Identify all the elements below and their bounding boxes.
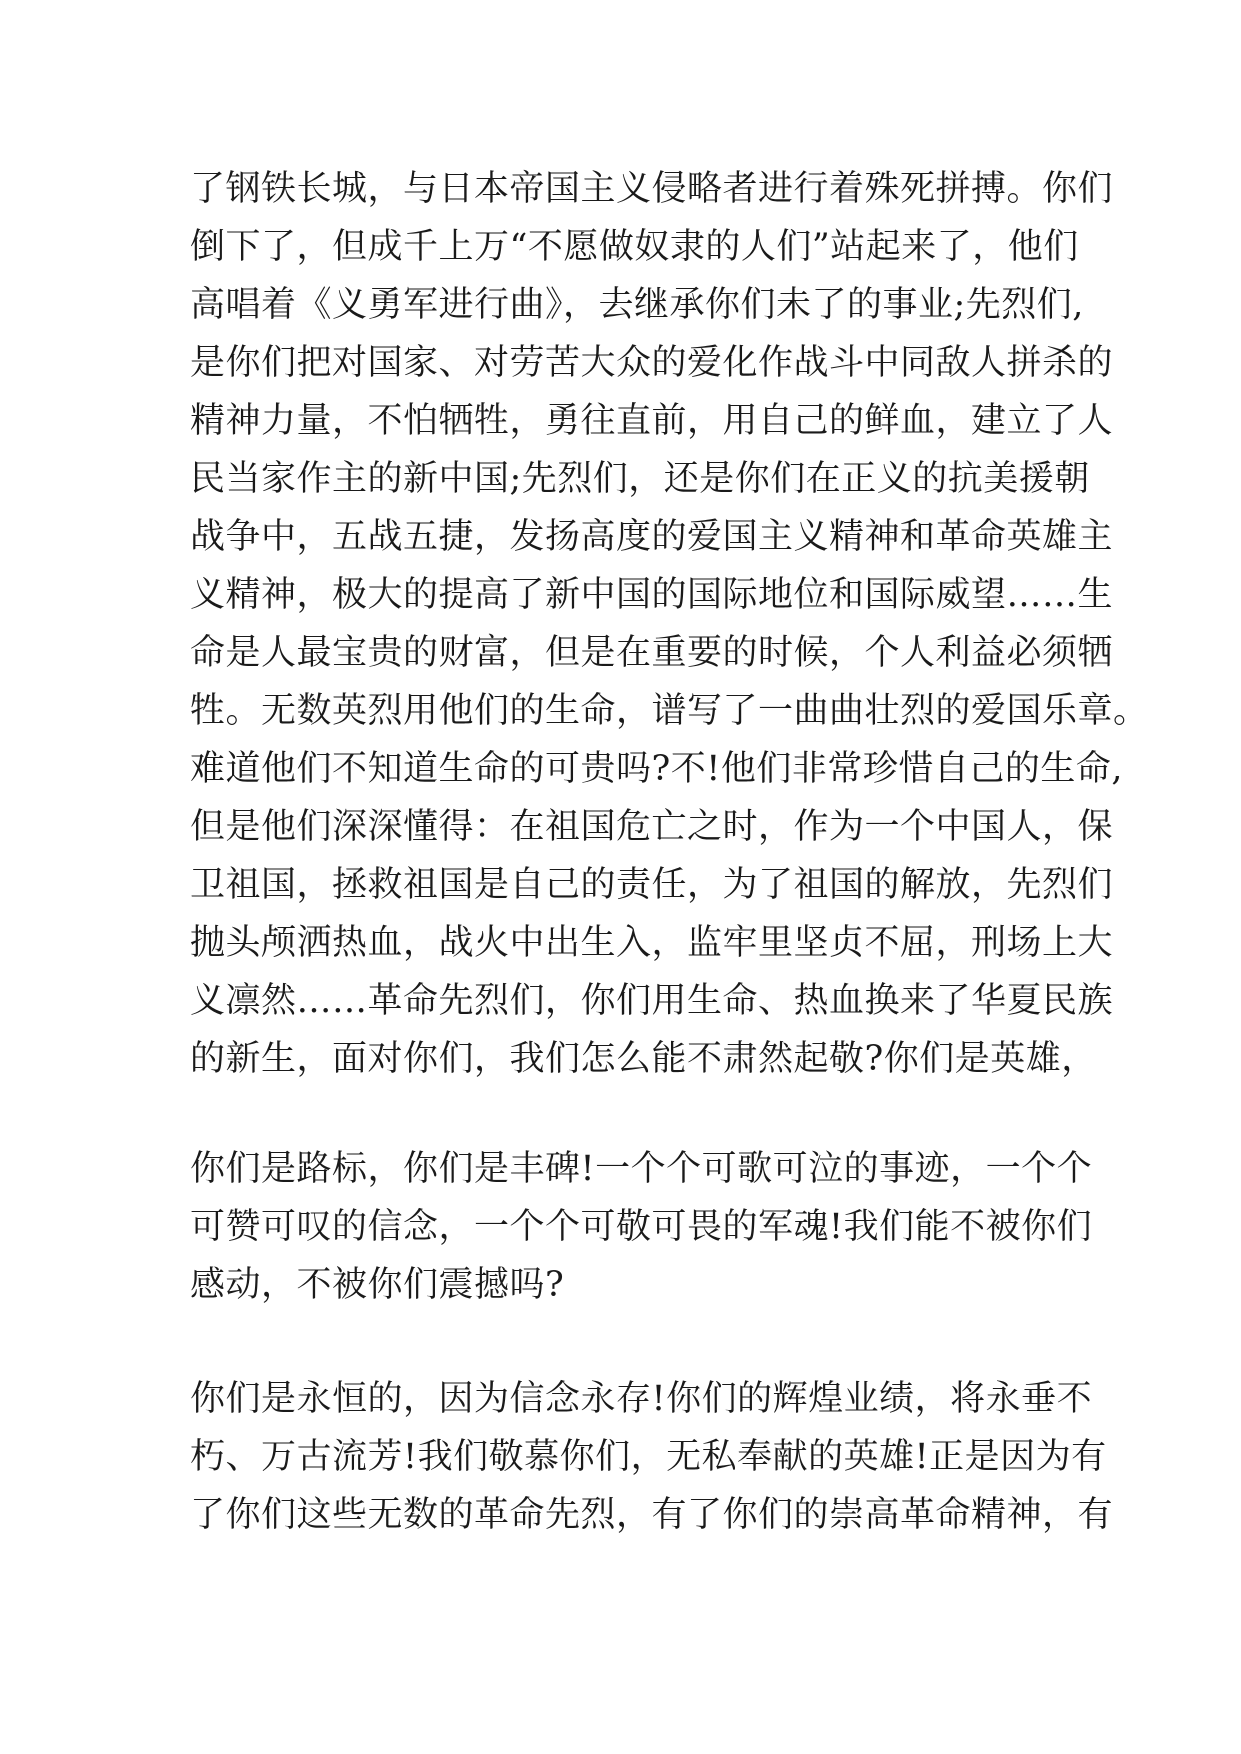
text-line: 民当家作主的新中国;先烈们，还是你们在正义的抗美援朝 xyxy=(190,459,1090,499)
text-line: 感动，不被你们震撼吗? xyxy=(190,1265,565,1305)
text-line: 高唱着《义勇军进行曲》，去继承你们未了的事业;先烈们, xyxy=(190,285,1084,325)
text-line: 命是人最宝贵的财富，但是在重要的时候，个人利益必须牺 xyxy=(190,633,1114,673)
text-line: 但是他们深深懂得：在祖国危亡之时，作为一个中国人，保 xyxy=(190,807,1114,847)
paragraph-1 xyxy=(190,160,1149,1088)
paragraph-3 xyxy=(190,1370,1114,1544)
text-line: 你们是路标，你们是丰碑!一个个可歌可泣的事迹，一个个 xyxy=(190,1149,1093,1189)
text-line: 难道他们不知道生命的可贵吗?不!他们非常珍惜自己的生命, xyxy=(190,749,1123,789)
text-line: 抛头颅洒热血，战火中出生入，监牢里坚贞不屈，刑场上大 xyxy=(190,923,1114,963)
text-line: 倒下了，但成千上万“不愿做奴隶的人们”站起来了，他们 xyxy=(190,227,1079,267)
text-line: 可赞可叹的信念，一个个可敬可畏的军魂!我们能不被你们 xyxy=(190,1207,1093,1247)
text-line: 卫祖国，拯救祖国是自己的责任，为了祖国的解放，先烈们 xyxy=(190,865,1114,905)
text-line: 你们是永恒的，因为信念永存!你们的辉煌业绩，将永垂不 xyxy=(190,1379,1093,1419)
text-line: 精神力量，不怕牺牲，勇往直前，用自己的鲜血，建立了人 xyxy=(190,401,1114,441)
text-line: 了你们这些无数的革命先烈，有了你们的崇高革命精神，有 xyxy=(190,1495,1114,1535)
text-line: 朽、万古流芳!我们敬慕你们，无私奉献的英雄!正是因为有 xyxy=(190,1437,1107,1477)
text-line: 的新生，面对你们，我们怎么能不肃然起敬?你们是英雄， xyxy=(190,1039,1097,1079)
text-line: 义凛然……革命先烈们，你们用生命、热血换来了华夏民族 xyxy=(190,981,1114,1021)
text-line: 了钢铁长城，与日本帝国主义侵略者进行着殊死拼搏。你们 xyxy=(190,169,1114,209)
text-line: 战争中，五战五捷，发扬高度的爱国主义精神和革命英雄主 xyxy=(190,517,1114,557)
text-line: 是你们把对国家、对劳苦大众的爱化作战斗中同敌人拼杀的 xyxy=(190,343,1114,383)
paragraph-2 xyxy=(190,1140,1093,1314)
text-line: 义精神，极大的提高了新中国的国际地位和国际威望……生 xyxy=(190,575,1114,615)
text-line: 牲。无数英烈用他们的生命，谱写了一曲曲壮烈的爱国乐章。 xyxy=(190,691,1149,731)
